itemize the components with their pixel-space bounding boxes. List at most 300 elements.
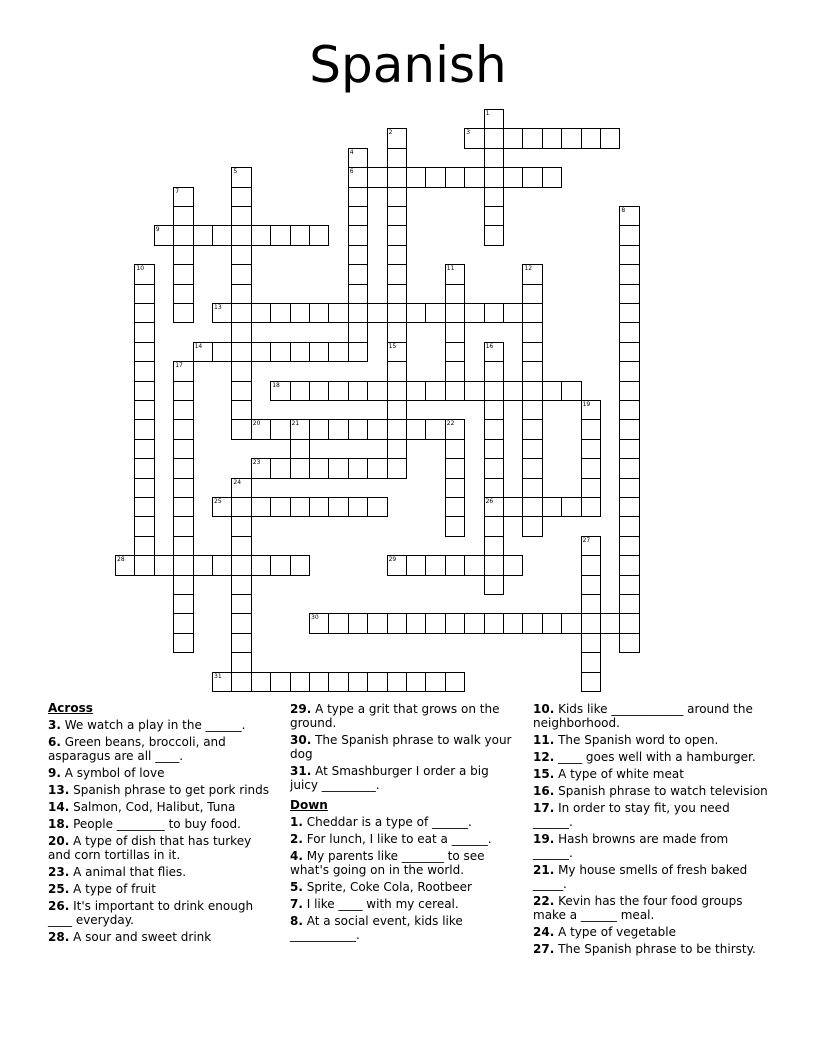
grid-cell[interactable] <box>348 458 368 478</box>
grid-cell[interactable] <box>290 381 310 401</box>
grid-cell[interactable] <box>328 458 348 478</box>
grid-cell[interactable] <box>484 206 504 226</box>
grid-cell[interactable] <box>270 555 290 575</box>
grid-cell[interactable] <box>212 225 232 245</box>
grid-cell[interactable] <box>231 555 251 575</box>
grid-cell[interactable] <box>134 419 154 439</box>
grid-cell[interactable] <box>581 633 601 653</box>
grid-cell[interactable] <box>619 303 639 323</box>
grid-cell[interactable] <box>173 458 193 478</box>
grid-cell[interactable] <box>231 516 251 536</box>
grid-cell[interactable] <box>173 419 193 439</box>
grid-cell[interactable] <box>251 225 271 245</box>
grid-cell[interactable] <box>561 497 581 517</box>
grid-cell[interactable] <box>387 439 407 459</box>
grid-cell[interactable] <box>561 381 581 401</box>
grid-cell[interactable] <box>484 381 504 401</box>
grid-cell[interactable] <box>522 478 542 498</box>
grid-cell[interactable] <box>154 225 174 245</box>
grid-cell[interactable] <box>581 400 601 420</box>
grid-cell[interactable] <box>445 672 465 692</box>
grid-cell[interactable] <box>522 497 542 517</box>
grid-cell[interactable] <box>503 128 523 148</box>
grid-cell[interactable] <box>464 381 484 401</box>
grid-cell[interactable] <box>290 419 310 439</box>
grid-cell[interactable] <box>445 516 465 536</box>
grid-cell[interactable] <box>619 322 639 342</box>
grid-cell[interactable] <box>290 303 310 323</box>
grid-cell[interactable] <box>406 672 426 692</box>
grid-cell[interactable] <box>173 555 193 575</box>
grid-cell[interactable] <box>619 381 639 401</box>
grid-cell[interactable] <box>173 245 193 265</box>
grid-cell[interactable] <box>406 167 426 187</box>
grid-cell[interactable] <box>581 478 601 498</box>
grid-cell[interactable] <box>619 458 639 478</box>
grid-cell[interactable] <box>328 672 348 692</box>
grid-cell[interactable] <box>134 264 154 284</box>
grid-cell[interactable] <box>503 167 523 187</box>
grid-cell[interactable] <box>348 381 368 401</box>
grid-cell[interactable] <box>270 672 290 692</box>
grid-cell[interactable] <box>309 419 329 439</box>
grid-cell[interactable] <box>270 381 290 401</box>
grid-cell[interactable] <box>522 613 542 633</box>
grid-cell[interactable] <box>290 458 310 478</box>
grid-cell[interactable] <box>134 361 154 381</box>
grid-cell[interactable] <box>134 439 154 459</box>
grid-cell[interactable] <box>134 516 154 536</box>
grid-cell[interactable] <box>522 342 542 362</box>
grid-cell[interactable] <box>173 613 193 633</box>
grid-cell[interactable] <box>134 555 154 575</box>
grid-cell[interactable] <box>522 419 542 439</box>
grid-cell[interactable] <box>445 322 465 342</box>
grid-cell[interactable] <box>231 322 251 342</box>
grid-cell[interactable] <box>367 458 387 478</box>
grid-cell[interactable] <box>387 303 407 323</box>
grid-cell[interactable] <box>231 400 251 420</box>
grid-cell[interactable] <box>425 303 445 323</box>
grid-cell[interactable] <box>231 633 251 653</box>
grid-cell[interactable] <box>387 167 407 187</box>
grid-cell[interactable] <box>348 167 368 187</box>
grid-cell[interactable] <box>270 225 290 245</box>
grid-cell[interactable] <box>348 419 368 439</box>
grid-cell[interactable] <box>173 516 193 536</box>
grid-cell[interactable] <box>134 342 154 362</box>
grid-cell[interactable] <box>367 303 387 323</box>
grid-cell[interactable] <box>309 497 329 517</box>
grid-cell[interactable] <box>348 206 368 226</box>
grid-cell[interactable] <box>445 458 465 478</box>
grid-cell[interactable] <box>542 381 562 401</box>
grid-cell[interactable] <box>115 555 135 575</box>
grid-cell[interactable] <box>173 264 193 284</box>
grid-cell[interactable] <box>445 613 465 633</box>
grid-cell[interactable] <box>231 419 251 439</box>
grid-cell[interactable] <box>619 613 639 633</box>
grid-cell[interactable] <box>173 400 193 420</box>
grid-cell[interactable] <box>173 187 193 207</box>
grid-cell[interactable] <box>173 478 193 498</box>
grid-cell[interactable] <box>231 225 251 245</box>
grid-cell[interactable] <box>484 225 504 245</box>
grid-cell[interactable] <box>270 458 290 478</box>
grid-cell[interactable] <box>619 594 639 614</box>
grid-cell[interactable] <box>173 284 193 304</box>
grid-cell[interactable] <box>484 148 504 168</box>
grid-cell[interactable] <box>445 167 465 187</box>
grid-cell[interactable] <box>134 478 154 498</box>
grid-cell[interactable] <box>251 555 271 575</box>
grid-cell[interactable] <box>231 381 251 401</box>
grid-cell[interactable] <box>387 458 407 478</box>
grid-cell[interactable] <box>290 497 310 517</box>
grid-cell[interactable] <box>387 400 407 420</box>
grid-cell[interactable] <box>484 516 504 536</box>
grid-cell[interactable] <box>309 458 329 478</box>
grid-cell[interactable] <box>484 613 504 633</box>
grid-cell[interactable] <box>503 497 523 517</box>
grid-cell[interactable] <box>445 284 465 304</box>
grid-cell[interactable] <box>231 536 251 556</box>
grid-cell[interactable] <box>231 206 251 226</box>
grid-cell[interactable] <box>173 361 193 381</box>
grid-cell[interactable] <box>134 322 154 342</box>
grid-cell[interactable] <box>290 225 310 245</box>
grid-cell[interactable] <box>503 303 523 323</box>
grid-cell[interactable] <box>290 555 310 575</box>
grid-cell[interactable] <box>328 497 348 517</box>
grid-cell[interactable] <box>406 419 426 439</box>
grid-cell[interactable] <box>619 206 639 226</box>
grid-cell[interactable] <box>484 109 504 129</box>
grid-cell[interactable] <box>231 342 251 362</box>
grid-cell[interactable] <box>619 400 639 420</box>
grid-cell[interactable] <box>387 264 407 284</box>
grid-cell[interactable] <box>193 555 213 575</box>
grid-cell[interactable] <box>619 342 639 362</box>
grid-cell[interactable] <box>522 400 542 420</box>
grid-cell[interactable] <box>231 167 251 187</box>
grid-cell[interactable] <box>619 264 639 284</box>
grid-cell[interactable] <box>387 245 407 265</box>
grid-cell[interactable] <box>309 613 329 633</box>
grid-cell[interactable] <box>367 672 387 692</box>
grid-cell[interactable] <box>173 633 193 653</box>
grid-cell[interactable] <box>270 497 290 517</box>
grid-cell[interactable] <box>484 458 504 478</box>
grid-cell[interactable] <box>309 381 329 401</box>
grid-cell[interactable] <box>445 439 465 459</box>
grid-cell[interactable] <box>367 613 387 633</box>
grid-cell[interactable] <box>251 458 271 478</box>
grid-cell[interactable] <box>484 497 504 517</box>
grid-cell[interactable] <box>212 342 232 362</box>
grid-cell[interactable] <box>619 555 639 575</box>
grid-cell[interactable] <box>484 167 504 187</box>
grid-cell[interactable] <box>387 613 407 633</box>
grid-cell[interactable] <box>484 419 504 439</box>
grid-cell[interactable] <box>581 672 601 692</box>
grid-cell[interactable] <box>484 536 504 556</box>
grid-cell[interactable] <box>445 381 465 401</box>
grid-cell[interactable] <box>619 536 639 556</box>
grid-cell[interactable] <box>173 536 193 556</box>
grid-cell[interactable] <box>134 381 154 401</box>
grid-cell[interactable] <box>387 322 407 342</box>
grid-cell[interactable] <box>348 187 368 207</box>
clue <box>48 899 276 927</box>
grid-cell[interactable] <box>387 381 407 401</box>
grid-cell[interactable] <box>328 613 348 633</box>
grid-cell[interactable] <box>348 672 368 692</box>
grid-cell[interactable] <box>619 516 639 536</box>
grid-cell[interactable] <box>328 381 348 401</box>
grid-cell[interactable] <box>290 342 310 362</box>
grid-cell[interactable] <box>445 497 465 517</box>
grid-cell[interactable] <box>328 342 348 362</box>
grid-cell[interactable] <box>173 497 193 517</box>
grid-cell[interactable] <box>619 478 639 498</box>
grid-cell[interactable] <box>445 264 465 284</box>
grid-cell[interactable] <box>387 342 407 362</box>
grid-cell[interactable] <box>231 478 251 498</box>
grid-cell[interactable] <box>619 419 639 439</box>
grid-cell[interactable] <box>484 555 504 575</box>
grid-cell[interactable] <box>406 381 426 401</box>
grid-cell[interactable] <box>445 361 465 381</box>
grid-cell[interactable] <box>348 148 368 168</box>
grid-cell[interactable] <box>387 187 407 207</box>
grid-cell[interactable] <box>522 303 542 323</box>
grid-cell[interactable] <box>251 419 271 439</box>
grid-cell[interactable] <box>425 419 445 439</box>
grid-cell[interactable] <box>290 672 310 692</box>
grid-cell[interactable] <box>231 245 251 265</box>
grid-cell[interactable] <box>581 652 601 672</box>
grid-cell[interactable] <box>134 497 154 517</box>
grid-cell[interactable] <box>445 555 465 575</box>
grid-cell[interactable] <box>581 536 601 556</box>
grid-cell[interactable] <box>619 439 639 459</box>
grid-cell[interactable] <box>134 536 154 556</box>
grid-cell[interactable] <box>464 303 484 323</box>
grid-cell[interactable] <box>522 458 542 478</box>
grid-cell[interactable] <box>387 284 407 304</box>
grid-cell[interactable] <box>173 225 193 245</box>
grid-cell[interactable] <box>542 128 562 148</box>
grid-cell[interactable] <box>522 264 542 284</box>
grid-cell[interactable] <box>581 128 601 148</box>
grid-cell[interactable] <box>173 206 193 226</box>
grid-cell[interactable] <box>231 264 251 284</box>
grid-cell[interactable] <box>464 555 484 575</box>
grid-cell[interactable] <box>387 148 407 168</box>
grid-cell[interactable] <box>328 303 348 323</box>
grid-cell[interactable] <box>522 128 542 148</box>
grid-cell[interactable] <box>522 516 542 536</box>
grid-cell[interactable] <box>367 419 387 439</box>
grid-cell[interactable] <box>251 497 271 517</box>
grid-cell[interactable] <box>231 303 251 323</box>
grid-cell[interactable] <box>581 419 601 439</box>
grid-cell[interactable] <box>484 303 504 323</box>
grid-cell[interactable] <box>231 497 251 517</box>
grid-cell[interactable] <box>484 361 504 381</box>
grid-cell[interactable] <box>484 478 504 498</box>
grid-cell[interactable] <box>231 613 251 633</box>
grid-cell[interactable] <box>173 439 193 459</box>
grid-cell[interactable] <box>484 575 504 595</box>
grid-cell[interactable] <box>387 672 407 692</box>
grid-cell[interactable] <box>445 303 465 323</box>
grid-cell[interactable] <box>348 284 368 304</box>
grid-cell[interactable] <box>134 458 154 478</box>
grid-cell[interactable] <box>581 575 601 595</box>
grid-cell[interactable] <box>522 322 542 342</box>
grid-cell[interactable] <box>445 342 465 362</box>
grid-cell[interactable] <box>581 555 601 575</box>
grid-cell[interactable] <box>600 128 620 148</box>
grid-cell[interactable] <box>251 342 271 362</box>
grid-cell[interactable] <box>134 284 154 304</box>
grid-cell[interactable] <box>425 672 445 692</box>
grid-cell[interactable] <box>387 206 407 226</box>
grid-cell[interactable] <box>464 613 484 633</box>
grid-cell[interactable] <box>367 167 387 187</box>
grid-cell[interactable] <box>387 361 407 381</box>
grid-cell[interactable] <box>581 613 601 633</box>
grid-cell[interactable] <box>619 225 639 245</box>
grid-cell[interactable] <box>231 284 251 304</box>
grid-cell[interactable] <box>348 322 368 342</box>
grid-cell[interactable] <box>484 128 504 148</box>
grid-cell[interactable] <box>425 555 445 575</box>
grid-cell[interactable] <box>561 128 581 148</box>
grid-cell[interactable] <box>445 419 465 439</box>
grid-cell[interactable] <box>251 303 271 323</box>
grid-cell[interactable] <box>581 439 601 459</box>
clue <box>290 897 518 911</box>
grid-cell[interactable] <box>406 613 426 633</box>
grid-cell[interactable] <box>173 575 193 595</box>
grid-cell[interactable] <box>619 575 639 595</box>
grid-cell[interactable] <box>484 439 504 459</box>
grid-cell[interactable] <box>348 613 368 633</box>
grid-cell[interactable] <box>173 303 193 323</box>
grid-cell[interactable] <box>309 225 329 245</box>
grid-cell[interactable] <box>581 594 601 614</box>
grid-cell[interactable] <box>309 342 329 362</box>
grid-cell[interactable] <box>522 167 542 187</box>
grid-cell[interactable] <box>484 400 504 420</box>
grid-cell[interactable] <box>348 264 368 284</box>
grid-cell[interactable] <box>212 672 232 692</box>
grid-cell[interactable] <box>464 167 484 187</box>
grid-cell[interactable] <box>387 419 407 439</box>
grid-cell[interactable] <box>464 128 484 148</box>
grid-cell[interactable] <box>154 555 174 575</box>
grid-cell[interactable] <box>328 419 348 439</box>
grid-cell[interactable] <box>619 497 639 517</box>
grid-cell[interactable] <box>445 478 465 498</box>
clue-column-3 <box>533 699 768 956</box>
grid-cell[interactable] <box>619 361 639 381</box>
grid-cell[interactable] <box>134 400 154 420</box>
grid-cell[interactable] <box>348 245 368 265</box>
grid-cell[interactable] <box>581 497 601 517</box>
grid-cell[interactable] <box>619 633 639 653</box>
grid-cell[interactable] <box>212 303 232 323</box>
grid-cell[interactable] <box>522 439 542 459</box>
grid-cell[interactable] <box>290 439 310 459</box>
grid-cell[interactable] <box>173 594 193 614</box>
grid-cell[interactable] <box>484 187 504 207</box>
grid-cell[interactable] <box>251 672 271 692</box>
grid-cell[interactable] <box>542 497 562 517</box>
grid-cell[interactable] <box>406 555 426 575</box>
grid-cell[interactable] <box>600 613 620 633</box>
grid-cell[interactable] <box>270 342 290 362</box>
grid-cell[interactable] <box>425 381 445 401</box>
grid-cell[interactable] <box>561 613 581 633</box>
grid-cell[interactable] <box>522 381 542 401</box>
grid-cell[interactable] <box>425 167 445 187</box>
grid-cell[interactable] <box>231 187 251 207</box>
grid-cell[interactable] <box>231 672 251 692</box>
grid-cell[interactable] <box>387 128 407 148</box>
grid-cell[interactable] <box>231 594 251 614</box>
grid-cell[interactable] <box>134 303 154 323</box>
grid-cell[interactable] <box>484 342 504 362</box>
grid-cell[interactable] <box>231 575 251 595</box>
grid-cell[interactable] <box>503 555 523 575</box>
grid-cell[interactable] <box>231 361 251 381</box>
grid-cell[interactable] <box>348 303 368 323</box>
grid-cell[interactable] <box>425 613 445 633</box>
grid-cell[interactable] <box>348 225 368 245</box>
grid-cell[interactable] <box>231 652 251 672</box>
grid-cell[interactable] <box>348 342 368 362</box>
grid-cell[interactable] <box>367 381 387 401</box>
grid-cell[interactable] <box>193 225 213 245</box>
grid-cell[interactable] <box>406 303 426 323</box>
grid-cell[interactable] <box>367 497 387 517</box>
grid-cell[interactable] <box>387 225 407 245</box>
grid-cell[interactable] <box>581 458 601 478</box>
grid-cell[interactable] <box>173 381 193 401</box>
grid-cell[interactable] <box>619 245 639 265</box>
grid-cell[interactable] <box>309 672 329 692</box>
grid-cell[interactable] <box>522 284 542 304</box>
grid-cell[interactable] <box>212 555 232 575</box>
grid-cell[interactable] <box>212 497 232 517</box>
grid-cell[interactable] <box>542 613 562 633</box>
grid-cell[interactable] <box>193 342 213 362</box>
grid-cell[interactable] <box>270 419 290 439</box>
grid-cell[interactable] <box>522 361 542 381</box>
grid-cell[interactable] <box>542 167 562 187</box>
grid-cell[interactable] <box>348 497 368 517</box>
grid-cell[interactable] <box>309 303 329 323</box>
grid-cell[interactable] <box>387 555 407 575</box>
grid-cell[interactable] <box>503 613 523 633</box>
grid-cell[interactable] <box>619 284 639 304</box>
grid-cell[interactable] <box>503 381 523 401</box>
grid-cell[interactable] <box>270 303 290 323</box>
